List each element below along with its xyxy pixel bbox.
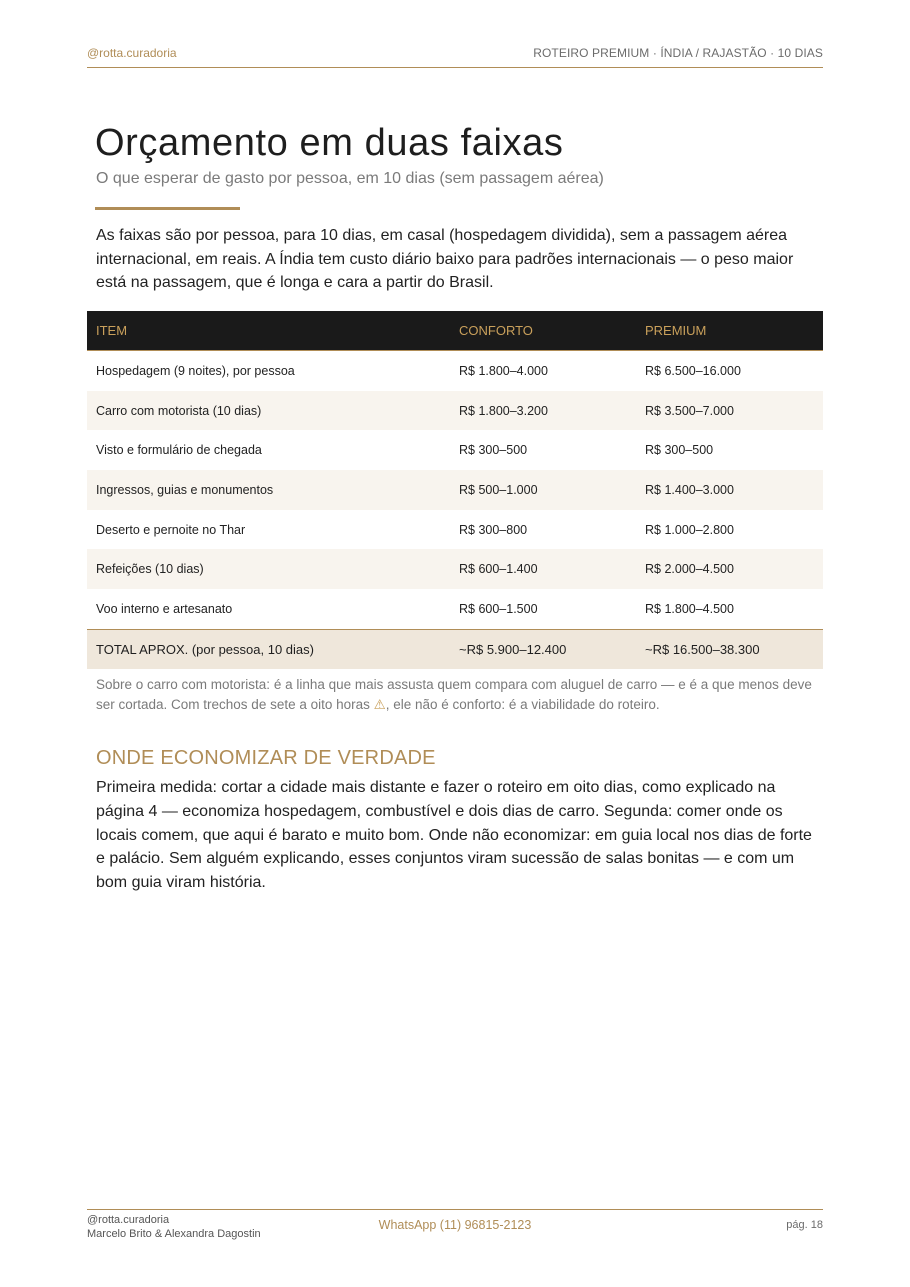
cell-conforto: R$ 1.800–3.200: [450, 391, 636, 431]
table-row: [87, 391, 823, 431]
cell-item: Refeições (10 dias): [87, 549, 450, 589]
intro-paragraph: As faixas são por pessoa, para 10 dias, em casal (hospedagem dividida), sem a passagem aérea internacional, em reais. A Índia tem custo diário baixo para padrões internacionais — o peso maior está na passagem, que é longa e cara a partir do Brasil.: [96, 227, 794, 291]
column-header-item: ITEM: [87, 311, 450, 351]
cell-conforto: R$ 300–500: [459, 443, 528, 458]
table-row: [87, 549, 823, 589]
table-note: [96, 675, 816, 715]
cell-premium: R$ 6.500–16.000: [645, 363, 741, 378]
cell-premium: R$ 1.400–3.000: [636, 470, 823, 510]
cell-premium: R$ 2.000–4.500: [636, 549, 823, 589]
table-header-row: [87, 311, 823, 351]
table-row: [87, 470, 823, 510]
total-conforto: ~R$ 5.900–12.400: [450, 629, 636, 669]
note-text-end: , ele não é conforto: é a viabilidade do roteiro.: [385, 697, 660, 712]
cell-conforto: R$ 600–1.500: [459, 601, 538, 616]
column-header-premium: PREMIUM: [636, 311, 823, 351]
cell-item: Visto e formulário de chegada: [96, 443, 262, 458]
header-brand: @rotta.curadoria: [87, 46, 177, 60]
cell-conforto: R$ 600–1.400: [450, 549, 636, 589]
total-label: TOTAL APROX. (por pessoa, 10 dias): [87, 629, 450, 669]
header-guide-title: ROTEIRO PREMIUM · ÍNDIA / RAJASTÃO · 10 DIAS: [533, 46, 823, 60]
page-subtitle: O que esperar de gasto por pessoa, em 10 dias (sem passagem aérea): [96, 170, 604, 187]
cell-item: Ingressos, guias e monumentos: [87, 470, 450, 510]
section-paragraph: Primeira medida: cortar a cidade mais distante e fazer o roteiro em oito dias, como explicado na página 4 — economiza hospedagem, combustível e dois dias de carro. Segunda: comer onde os locais comem, que aqui é barato e muito bom. Onde não economizar: em guia local nos dias de forte e palácio. Sem alguém explicando, esses conjuntos viram sucessão de salas bonitas — e com um bom guia viram história.: [96, 779, 812, 892]
cell-item: Deserto e pernoite no Thar: [96, 522, 246, 537]
cell-item: Voo interno e artesanato: [96, 601, 233, 616]
page-header: [87, 46, 823, 68]
cell-premium: R$ 1.800–4.500: [645, 601, 734, 616]
cell-item: Carro com motorista (10 dias): [87, 391, 450, 431]
footer-whatsapp: WhatsApp (11) 96815-2123: [378, 1218, 532, 1232]
page-number: pág. 18: [786, 1219, 823, 1231]
cell-premium: R$ 1.000–2.800: [645, 522, 734, 537]
page-footer: [87, 1209, 823, 1250]
footer-authors: Marcelo Brito & Alexandra Dagostin: [87, 1228, 261, 1240]
section-heading: ONDE ECONOMIZAR DE VERDADE: [96, 747, 436, 769]
table-row: [87, 510, 823, 550]
cell-premium: R$ 3.500–7.000: [636, 391, 823, 431]
budget-table: [87, 311, 823, 669]
table-row: [87, 430, 823, 470]
footer-brand: @rotta.curadoria: [87, 1214, 170, 1226]
cell-conforto: R$ 500–1.000: [450, 470, 636, 510]
cell-premium: R$ 300–500: [645, 443, 714, 458]
cell-conforto: R$ 300–800: [459, 522, 528, 537]
table-row: [87, 351, 823, 391]
total-premium: ~R$ 16.500–38.300: [636, 629, 823, 669]
column-header-conforto: CONFORTO: [450, 311, 636, 351]
cell-item: Hospedagem (9 noites), por pessoa: [96, 363, 295, 378]
cell-conforto: R$ 1.800–4.000: [459, 363, 548, 378]
total-row: [87, 629, 823, 669]
table-row: [87, 589, 823, 629]
warning-icon: ⚠: [373, 697, 386, 712]
note-text-start: Sobre o carro com motorista: é a linha que mais assusta quem compara com aluguel de carro — e é a que menos deve ser cortada. Com trechos de sete a oito horas: [96, 677, 812, 712]
page-title: Orçamento em duas faixas: [95, 122, 564, 164]
title-divider: [95, 207, 240, 210]
